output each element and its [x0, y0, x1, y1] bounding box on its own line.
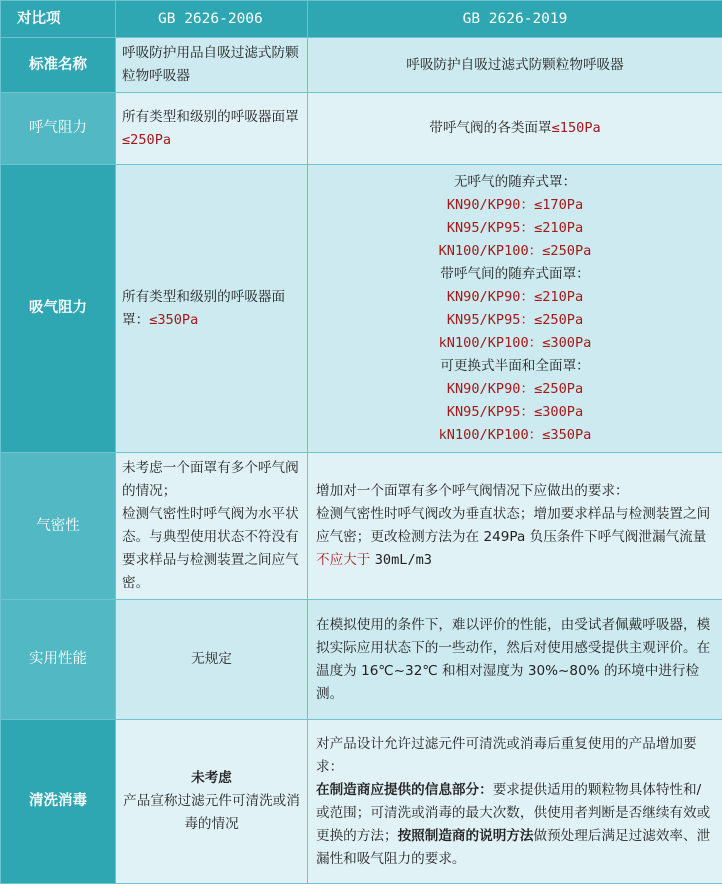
old-cleaning-title: 未考虑: [191, 770, 232, 786]
new-tightness-red: 不应大于: [316, 552, 371, 568]
cell-new-name: 呼吸防护自吸过滤式防颗粒物呼吸器: [308, 38, 722, 93]
old-inhale-value: ≤350Pa: [149, 311, 199, 328]
group-item: KN95/KP95：≤300Pa: [446, 403, 584, 420]
cell-new-inhale: [308, 165, 722, 453]
cell-old-cleaning: [116, 720, 308, 884]
row-standard-name: [1, 38, 722, 93]
row-practical: [1, 600, 722, 720]
group-title: 带呼气间的随弃式面罩：: [440, 265, 590, 282]
old-cleaning-text: 产品宣称过滤元件可清洗或消毒的情况: [123, 793, 300, 832]
cell-old-practical: 无规定: [116, 600, 308, 720]
group-item: kN100/KP100：≤300Pa: [438, 334, 592, 351]
new-cleaning-text-2: 做预处理后满足过滤效率、泄漏性和吸气阻力的要求。: [316, 827, 711, 867]
label-standard-name: 标准名称: [1, 38, 116, 93]
group-title: 可更换式半面和全面罩：: [440, 357, 590, 374]
new-tightness-2: 检测气密性时呼气阀改为垂直状态；增加要求样品与检测装置之间应气密；更改检测方法为在 249Pa 负压条件下呼气阀泄漏气流量: [316, 506, 711, 545]
label-cleaning: 清洗消毒: [1, 720, 116, 884]
group-item: KN90/KP90：≤250Pa: [446, 380, 584, 397]
header-item: 对比项: [1, 1, 116, 38]
new-cleaning-intro: 对产品设计允许过滤元件可清洗或消毒后重复使用的产品增加要求：: [316, 735, 697, 775]
old-tightness-2: 检测气密性时呼气阀为水平状态。与典型使用状态不符没有要求样品与检测装置之间应气密。: [122, 506, 299, 591]
new-tightness-value: 30mL/m3: [374, 552, 432, 568]
row-tightness: [1, 453, 722, 600]
group-title: 无呼气的随弃式罩：: [453, 173, 577, 190]
label-tightness: 气密性: [1, 453, 116, 600]
new-exhale-text: 带呼气阀的各类面罩: [429, 120, 552, 136]
new-tightness-1: 增加对一个面罩有多个呼气阀情况下应做出的要求：: [316, 483, 629, 499]
cell-old-inhale: [116, 165, 308, 453]
new-cleaning-bold-1: 在制造商应提供的信息部分：: [316, 781, 493, 798]
group-item: KN90/KP90：≤170Pa: [446, 196, 584, 213]
cell-new-tightness: [308, 453, 722, 600]
label-exhale-resistance: 呼气阻力: [1, 93, 116, 165]
cell-new-cleaning: [308, 720, 722, 884]
cell-new-exhale: [308, 93, 722, 165]
group-item: KN90/KP90：≤210Pa: [446, 288, 584, 305]
cell-new-practical: 在模拟使用的条件下，难以评价的性能，由受试者佩戴呼吸器，模拟实际应用状态下的一些动作，然后对使用感受提供主观评价。在温度为 16℃~32℃ 和相对湿度为 30%~80% 的环境中进行检测。: [308, 600, 722, 720]
row-exhale-resistance: [1, 93, 722, 165]
old-exhale-text: 所有类型和级别的呼吸器面罩: [122, 108, 299, 125]
group-item: KN95/KP95：≤250Pa: [446, 311, 584, 328]
group-item: kN100/KP100：≤350Pa: [438, 426, 592, 443]
old-inhale-text: 所有类型和级别的呼吸器面罩：: [122, 288, 286, 328]
row-inhale-resistance: [1, 165, 722, 453]
group-item: KN95/KP95：≤210Pa: [446, 219, 584, 236]
label-inhale-resistance: 吸气阻力: [1, 165, 116, 453]
header-gb2006: GB 2626-2006: [116, 1, 308, 38]
header-row: [1, 1, 722, 38]
row-cleaning: [1, 720, 722, 884]
new-cleaning-bold-2: 按照制造商的说明方法: [397, 827, 534, 844]
old-tightness-1: 未考虑一个面罩有多个呼气阀的情况；: [122, 460, 299, 499]
cell-old-name: 呼吸防护用品自吸过滤式防颗粒物呼吸器: [116, 38, 308, 93]
group-item: KN100/KP100：≤250Pa: [438, 242, 592, 259]
label-practical: 实用性能: [1, 600, 116, 720]
cell-old-exhale: [116, 93, 308, 165]
new-cleaning-text-1: 要求提供适用的颗粒物具体特性和/或范围；可清洗或消毒的最大次数，供使用者判断是否继续有效或更换的方法；: [316, 781, 711, 844]
old-exhale-value: ≤250Pa: [122, 131, 172, 148]
cell-old-tightness: [116, 453, 308, 600]
new-exhale-value: ≤150Pa: [551, 120, 601, 136]
header-gb2019: GB 2626-2019: [308, 1, 722, 38]
